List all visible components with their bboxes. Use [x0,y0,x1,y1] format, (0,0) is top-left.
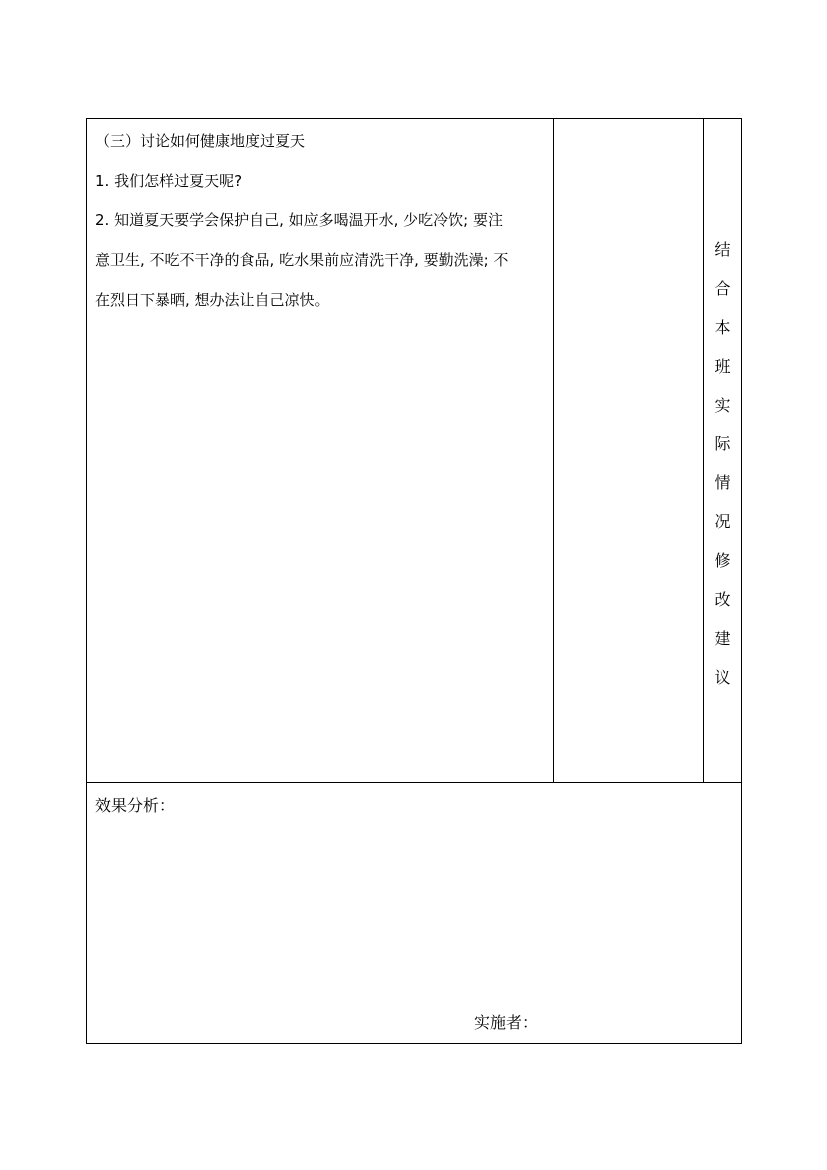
lesson-row [87,119,741,783]
side-char: 本 [714,317,731,337]
lesson-content-cell [87,119,554,782]
section-heading: （三）讨论如何健康地度过夏天 [95,132,306,150]
side-char: 合 [714,278,731,298]
lesson-table [86,118,742,1044]
effect-analysis-label: 效果分析： [95,796,176,815]
side-char: 实 [714,395,731,415]
lesson-line-1: 1. 我们怎样过夏天呢? [95,172,243,190]
side-char: 班 [714,356,731,376]
side-char: 结 [714,240,731,259]
lesson-line-2: 2. 知道夏天要学会保护自己, 如应多喝温开水, 少吃冷饮; 要注 [95,211,503,229]
side-char: 改 [714,590,731,610]
side-char: 建 [714,628,731,648]
analysis-row [87,783,741,1043]
side-label-cell [704,119,741,782]
implementer-label: 实施者： [474,1013,539,1032]
side-char: 议 [714,667,731,687]
side-char: 修 [714,551,731,571]
notes-cell [554,119,704,782]
revision-suggestion-label [704,231,741,698]
side-char: 情 [714,473,731,493]
side-char: 况 [714,512,731,532]
lesson-line-3: 意卫生, 不吃不干净的食品, 吃水果前应清洗干净, 要勤洗澡; 不 [95,251,509,269]
side-char: 际 [714,434,731,454]
lesson-line-4: 在烈日下暴晒, 想办法让自己凉快。 [95,291,330,309]
